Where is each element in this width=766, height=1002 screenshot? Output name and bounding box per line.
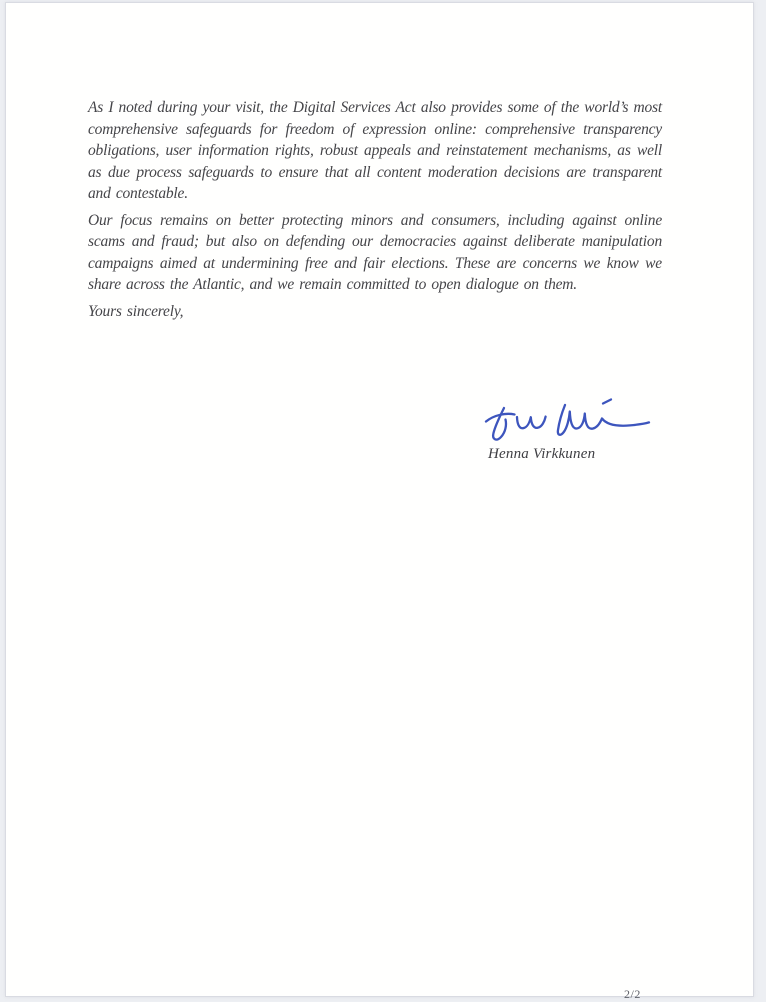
- signature-ink-strokes: [486, 400, 649, 440]
- paragraph-dsa-safeguards: As I noted during your visit, the Digital Services Act also provides some of the world’s most comprehensive safeguards for freedom of expression online: comprehensive transparency obligations, user information rights, robust appeals and reinstatement mechanisms, as well as due process safeguards to ensure that all content moderation decisions are transparent and contestable.: [88, 99, 662, 202]
- page-number: 2/2: [624, 987, 641, 1001]
- signatory-name: Henna Virkkunen: [488, 446, 596, 462]
- signature-image: [480, 397, 652, 449]
- letter-body: [88, 97, 662, 327]
- paragraph-focus: Our focus remains on better protecting minors and consumers, including against online scams and fraud; but also on defending our democracies against deliberate manipulation campaigns aimed at undermining free and fair elections. These are concerns we know we share across the Atlantic, and we remain committed to open dialogue on them.: [88, 211, 662, 293]
- closing-salutation: Yours sincerely,: [88, 302, 184, 320]
- letter-page: [5, 2, 754, 1001]
- signature-block: [480, 397, 666, 463]
